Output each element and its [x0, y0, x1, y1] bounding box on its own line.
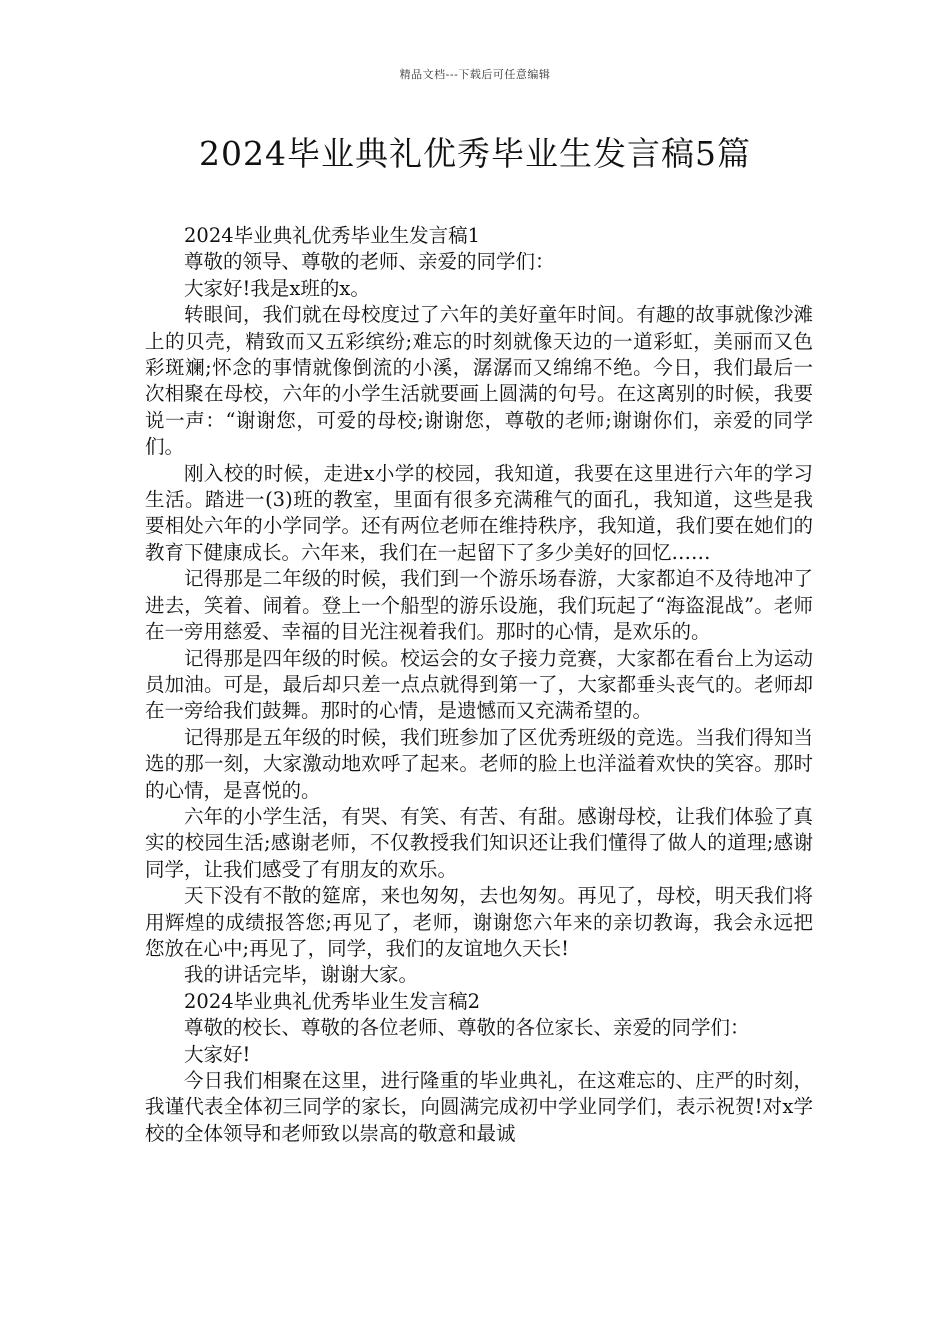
document-body	[145, 223, 813, 1147]
body-paragraph: 记得那是二年级的时候，我们到一个游乐场春游，大家都迫不及待地冲了进去，笑着、闹着。登上一个船型的游乐设施，我们玩起了“海盗混战”。老师在一旁用慈爱、幸福的目光注视着我们。那时的心情，是欢乐的。	[145, 567, 813, 644]
salutation: 尊敬的校长、尊敬的各位老师、尊敬的各位家长、亲爱的同学们：	[184, 1016, 750, 1040]
greeting: 大家好!	[184, 1042, 251, 1066]
salutation: 尊敬的领导、尊敬的老师、亲爱的同学们：	[184, 250, 555, 274]
body-paragraph: 天下没有不散的筵席，来也匆匆，去也匆匆。再见了，母校，明天我们将用辉煌的成绩报答您;再见了，老师，谢谢您六年来的亲切教诲，我会永远把您放在心中;再见了，同学，我们的友谊地久天长!	[145, 884, 813, 960]
body-paragraph: 刚入校的时候，走进x小学的校园，我知道，我要在这里进行六年的学习生活。踏进一(3)班的教室，里面有很多充满稚气的面孔，我知道，这些是我要相处六年的小学同学。还有两位老师在维持秩序，我知道，我们要在她们的教育下健康成长。六年来，我们在一起留下了多少美好的回忆……	[145, 461, 813, 564]
body-paragraph: 转眼间，我们就在母校度过了六年的美好童年时间。有趣的故事就像沙滩上的贝壳，精致而又五彩缤纷;难忘的时刻就像天边的一道彩虹，美丽而又色彩斑斓;怀念的事情就像倒流的小溪，潺潺而又绵绵不绝。今日，我们最后一次相聚在母校，六年的小学生活就要画上圆满的句号。在这离别的时候，我要说一声：“谢谢您，可爱的母校;谢谢您，尊敬的老师;谢谢你们，亲爱的同学们。	[145, 303, 813, 459]
closing-line: 我的讲话完毕，谢谢大家。	[184, 963, 419, 987]
body-paragraph: 记得那是五年级的时候，我们班参加了区优秀班级的竞选。当我们得知当选的那一刻，大家激动地欢呼了起来。老师的脸上也洋溢着欢快的笑容。那时的心情，是喜悦的。	[145, 725, 813, 802]
body-paragraph: 六年的小学生活，有哭、有笑、有苦、有甜。感谢母校，让我们体验了真实的校园生活;感谢老师，不仅教授我们知识还让我们懂得了做人的道理;感谢同学，让我们感受了有朋友的欢乐。	[145, 804, 813, 881]
page-header: 精品文档---下载后可任意编辑	[399, 68, 551, 81]
section-heading-1: 2024毕业典礼优秀毕业生发言稿1	[184, 224, 481, 247]
document-title: 2024毕业典礼优秀毕业生发言稿5篇	[199, 134, 751, 173]
body-paragraph: 记得那是四年级的时候。校运会的女子接力竞赛，大家都在看台上为运动员加油。可是，最后却只差一点点就得到第一了，大家都垂头丧气的。老师却在一旁给我们鼓舞。那时的心情，是遗憾而又充满希望的。	[145, 646, 813, 723]
section-heading-2: 2024毕业典礼优秀毕业生发言稿2	[184, 989, 481, 1013]
greeting: 大家好!我是x班的x。	[184, 276, 370, 300]
body-paragraph: 今日我们相聚在这里，进行隆重的毕业典礼，在这难忘的、庄严的时刻，我谨代表全体初三同学的家长，向圆满完成初中学业同学们，表示祝贺!对x学校的全体领导和老师致以崇高的敬意和最诚	[145, 1069, 813, 1145]
